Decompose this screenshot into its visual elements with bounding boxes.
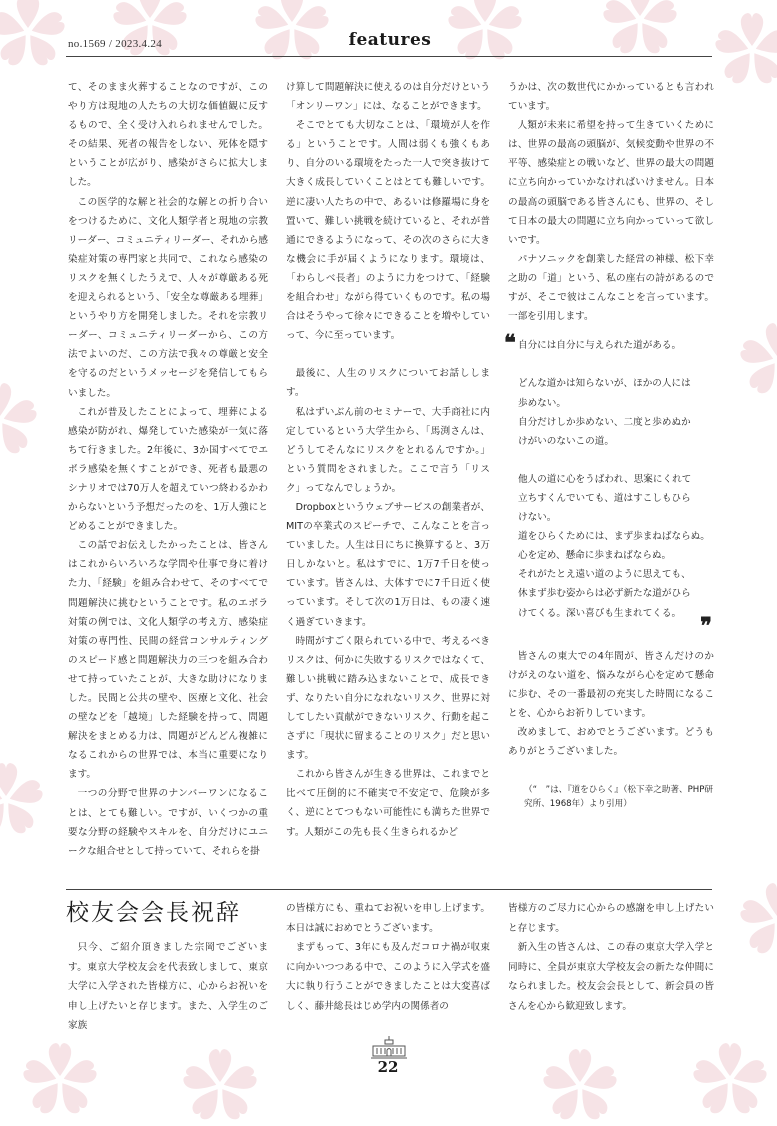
column-3-paragraphs	[508, 78, 714, 326]
paragraph: 人類が未来に希望を持って生きていくためには、世界の最高の頭脳が、気候変動や世界の不平等、感染症との戦いなど、世界の最大の問題に立ち向かっていかなければいけません。日本の最高の頭脳である皆さんにも、世界の、そして日本の最大の問題に立ち向かっていって欲しいです。	[508, 120, 714, 246]
quote-line: 他人の道に心をうばわれ、思案にくれて	[518, 473, 692, 485]
blossom-icon	[20, 1040, 100, 1120]
blossom-icon	[737, 320, 777, 400]
quote-line	[518, 451, 714, 470]
paragraph: そこでとても大切なことは、「環境が人を作る」ということです。人間は弱くも強くもあり、自分のいる環境をたった一人で突き抜けて大きく成長していくことはとても難しいです。逆に凄い人たちの中で、あるいは修羅場に身を置いて、難しい挑戦を続けていると、それが普通にできるようになって、その次のさらに大きな機会に手が届くようになります。環境は、「わらしべ長者」のように力をつけて、「経験を組合わせ」ながら得ていくものです。私の場合はそうやって徐々にできることを増やしていって、今に至っています。	[286, 120, 490, 342]
paragraph: 時間がすごく限られている中で、考えるべきリスクは、何かに失敗するリスクではなくて、難しい挑戦に踏み込まないことで、成長できず、なりたい自分になれないリスク、世界に対してしたい貢献ができないリスク、行動を起こさずに「現状に留まることのリスク」だと思います。	[286, 635, 490, 762]
paragraph: 最後に、人生のリスクについてお話しします。	[286, 368, 490, 399]
article-column-3	[504, 78, 714, 811]
blossom-icon	[110, 0, 190, 62]
quote-line: 道をひらくためには、まず歩まねばならぬ。	[518, 531, 710, 543]
paragraph: これから皆さんが生きる世界は、これまでと比べて圧倒的に不確実で不安定で、危険が多く、逆にとてつもない可能性にも満ちた世界です。人類がこの先も長く生きられるかど	[286, 769, 490, 838]
page-number: 22	[377, 1058, 399, 1076]
greeting-column-3	[508, 899, 714, 1017]
quote-line: どんな道かは知らないが、ほかの人には	[518, 378, 691, 390]
paragraph: この話でお伝えしたかったことは、皆さんはこれからいろいろな学問や仕事で身に着けた力、「経験」を組み合わせて、そのすべてで問題解決に挑むということです。私のエボラ対策の例では、文化人類学の考え方、感染症対策の専門性、民間の経営コンサルティングのスピード感と問題解決力の三つを組み合わせて持っていたことが、大きな助けになりました。民間と公共の壁や、医療と文化、社会の壁などを「越境」した経験を持って、問題解決をまとめる力は、問題がどんどん複雑になるこれからの世界では、本当に重要になります。	[68, 540, 268, 781]
blossom-icon	[0, 0, 68, 72]
paragraph: まずもって、3年にも及んだコロナ禍が収束に向かいつつある中で、このように入学式を盛大に執り行うことができましたことは大変喜ばしく、藤井総長はじめ学内の関係者の	[286, 942, 490, 1012]
university-building-icon	[369, 1034, 409, 1060]
quote-line	[518, 355, 714, 374]
blossom-icon	[0, 380, 40, 460]
paragraph: け算して問題解決に使えるのは自分だけという「オンリーワン」には、なることができます。	[286, 82, 490, 113]
poem-quote	[504, 330, 714, 639]
closing-paragraphs	[508, 647, 714, 762]
section-header-title: features	[348, 30, 432, 50]
header-rule	[66, 56, 712, 57]
paragraph: て、そのまま火葬することなのですが、このやり方は現地の人たちの大切な価値観に反するもので、全く受け入れられませんでした。その結果、死者の報告をしない、死体を隠すということが広がり、感染がさらに拡大しました。	[68, 82, 268, 189]
quote-line: 立ちすくんでいても、道はすこしもひら	[518, 492, 691, 504]
paragraph: 一つの分野で世界のナンバーワンになることは、とても難しい。ですが、いくつかの重要な分野の経験やスキルを、自分だけにユニークな組合せとして持っていて、それらを掛	[68, 788, 268, 857]
quote-line: 自分には自分に与えられた道がある。	[518, 340, 682, 352]
paragraph: パナソニックを創業した経営の神様、松下幸之助の「道」という、私の座右の詩があるのですが、そこで彼はこんなことを言っています。一部を引用します。	[508, 253, 714, 323]
blossom-icon	[180, 1046, 260, 1126]
quote-open-icon: ❝	[504, 330, 516, 357]
paragraph: 只今、ご紹介頂きました宗岡でございます。東京大学校友会を代表致しまして、東京大学に入学された皆様方に、心からお祝いを申し上げたいと存じます。また、入学生のご家族	[68, 942, 268, 1032]
quote-close-icon: ❞	[700, 612, 712, 639]
quote-line: けがいのないこの道。	[518, 435, 614, 447]
blossom-icon	[600, 0, 680, 60]
paragraph: Dropboxというウェブサービスの創業者が、MITの卒業式のスピーチで、こんなことを言っていました。人生は日にちに換算すると、3万日しかないと。私はすでに、1万7千日を使っています。皆さんは、大体すでに7千日近く使っています。そして次の1万日は、もの凄く速く過ぎていきます。	[286, 501, 490, 628]
issue-meta: no.1569 / 2023.4.24	[68, 38, 163, 50]
quote-line: 歩めない。	[518, 397, 566, 409]
quote-line: けてくる。深い喜びも生まれてくる。	[518, 607, 682, 619]
quote-line: けない。	[518, 512, 557, 524]
section-rule	[66, 889, 712, 890]
greeting-column-1	[68, 938, 268, 1036]
quote-lines	[518, 336, 714, 622]
blossom-icon	[0, 760, 46, 840]
quote-line: 休まず歩む姿からは必ず新たな道がひら	[518, 588, 691, 600]
paragraph: これが普及したことによって、埋葬による感染が防がれ、爆発していた感染が一気に落ちて行きました。2年後に、3か国すべてでエボラ感染を無くすことができ、死者も最悪のシナリオでは70万人を超えていつ終わるかわからないという予想だったのを、1万人強にとどめることができました。	[68, 406, 268, 533]
quote-line: 心を定め、懸命に歩まねばならぬ。	[518, 550, 672, 562]
article-column-1	[68, 78, 268, 861]
quote-line: 自分だけしか歩めない、二度と歩めぬか	[518, 416, 691, 428]
quote-citation: （“ ”は、『道をひらく』（松下幸之助著、PHP研究所、1968年）より引用）	[524, 785, 714, 810]
blossom-icon	[712, 10, 777, 90]
greeting-column-2	[286, 899, 490, 1017]
section-title: 校友会会長祝辞	[66, 900, 241, 926]
paragraph: の皆様方にも、重ねてお祝いを申し上げます。本日は誠におめでとうございます。	[286, 903, 490, 934]
article-column-2	[286, 78, 490, 842]
quote-line: それがたとえ遠い道のように思えても、	[518, 569, 691, 581]
paragraph: 皆様方のご尽力に心からの感謝を申し上げたいと存じます。	[508, 903, 714, 934]
paragraph: 新入生の皆さんは、この春の東京大学入学と同時に、全員が東京大学校友会の新たな仲間になられました。校友会会長として、新会員の皆さんを心から歓迎致します。	[508, 942, 714, 1012]
blossom-icon	[540, 1046, 620, 1126]
paragraph: 改めまして、おめでとうございます。どうもありがとうございました。	[508, 727, 714, 758]
blossom-icon	[737, 880, 777, 960]
blossom-icon	[690, 1040, 770, 1120]
paragraph: 私はずいぶん前のセミナーで、大手商社に内定しているという大学生から、「馬渕さんは、どうしてそんなにリスクをとれるんですか。」という質問をされました。ここで言う「リスク」ってなんでしょうか。	[286, 406, 490, 494]
paragraph: うかは、次の数世代にかかっているとも言われています。	[508, 82, 714, 113]
paragraph: 皆さんの東大での4年間が、皆さんだけのかけがえのない道を、悩みながら心を定めて懸命に歩む、その一番最初の充実した時間になることを、心からお祈りしています。	[508, 650, 714, 719]
paragraph: この医学的な解と社会的な解との折り合いをつけるために、文化人類学者と現地の宗教リーダー、コミュニティリーダー、それから感染症対策の専門家と共同で、これなら感染のリスクを無くしたうえで、人々が尊厳ある死を迎えられるという、「安全な尊厳ある埋葬」というやり方を開発しました。それを宗教リーダー、コミュニティリーダーから、この方法でよいのだ、この方法で我々の尊厳と安全を守るのだというメッセージを発信してもらいました。	[68, 196, 268, 399]
